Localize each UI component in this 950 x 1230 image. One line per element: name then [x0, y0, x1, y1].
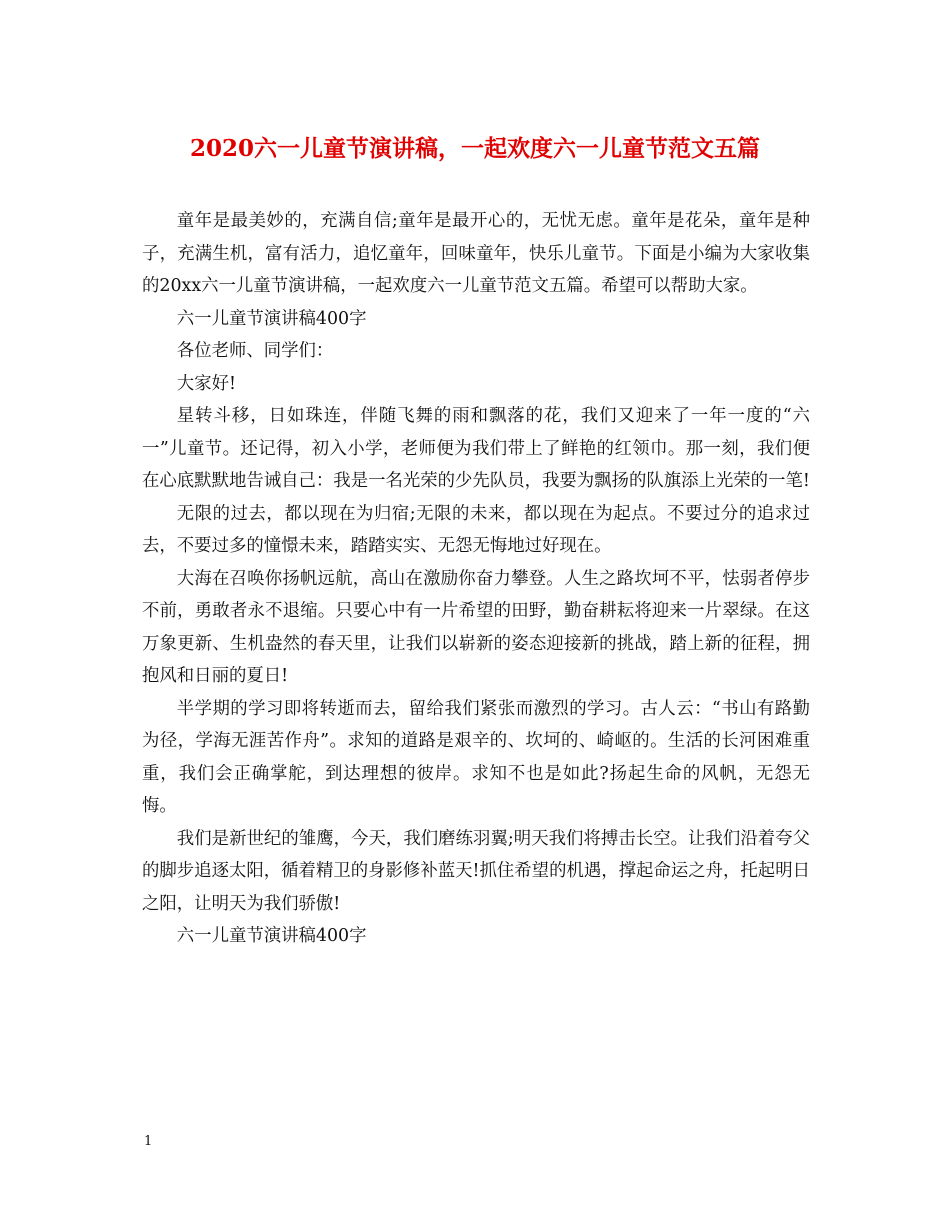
body-paragraph: 我们是新世纪的雏鹰，今天，我们磨练羽翼;明天我们将搏击长空。让我们沿着夸父的脚步追逐太阳，循着精卫的身影修补蓝天!抓住希望的机遇，撑起命运之舟，托起明日之阳，让明天为我们骄傲! — [142, 828, 810, 914]
page-number: 1 — [144, 1134, 153, 1149]
document-title: 2020六一儿童节演讲稿，一起欢度六一儿童节范文五篇 — [189, 135, 760, 162]
body-paragraph: 无限的过去，都以现在为归宿;无限的未来，都以现在为起点。不要过分的追求过去，不要过多的憧憬未来，踏踏实实、无怨无悔地过好现在。 — [142, 503, 810, 556]
greeting: 大家好! — [176, 373, 236, 394]
salutation: 各位老师、同学们： — [176, 341, 334, 361]
section-heading: 六一儿童节演讲稿400字 — [176, 308, 367, 329]
intro-paragraph: 童年是最美妙的，充满自信;童年是最开心的，无忧无虑。童年是花朵，童年是种子，充满生机，富有活力，追忆童年，回味童年，快乐儿童节。下面是小编为大家收集的20xx六一儿童节演讲稿，一起欢度六一儿童节范文五篇。希望可以帮助大家。 — [142, 211, 810, 296]
body-paragraph: 星转斗移，日如珠连，伴随飞舞的雨和飘落的花，我们又迎来了一年一度的“六一”儿童节。还记得，初入小学，老师便为我们带上了鲜艳的红领巾。那一刻，我们便在心底默默地告诫自己：我是一名光荣的少先队员，我要为飘扬的队旗添上光荣的一笔! — [142, 406, 810, 491]
body-paragraph: 大海在召唤你扬帆远航，高山在激励你奋力攀登。人生之路坎坷不平，怯弱者停步不前，勇敢者永不退缩。只要心中有一片希望的田野，勤奋耕耘将迎来一片翠绿。在这万象更新、生机盎然的春天里，让我们以崭新的姿态迎接新的挑战，踏上新的征程，拥抱风和日丽的夏日! — [142, 568, 810, 686]
body-paragraph: 半学期的学习即将转逝而去，留给我们紧张而激烈的学习。古人云：“书山有路勤为径，学海无涯苦作舟”。求知的道路是艰辛的、坎坷的、崎岖的。生活的长河困难重重，我们会正确掌舵，到达理想的彼岸。求知不也是如此?扬起生命的风帆，无怨无悔。 — [142, 698, 810, 816]
section-heading: 六一儿童节演讲稿400字 — [176, 926, 367, 946]
document-body — [142, 205, 810, 953]
